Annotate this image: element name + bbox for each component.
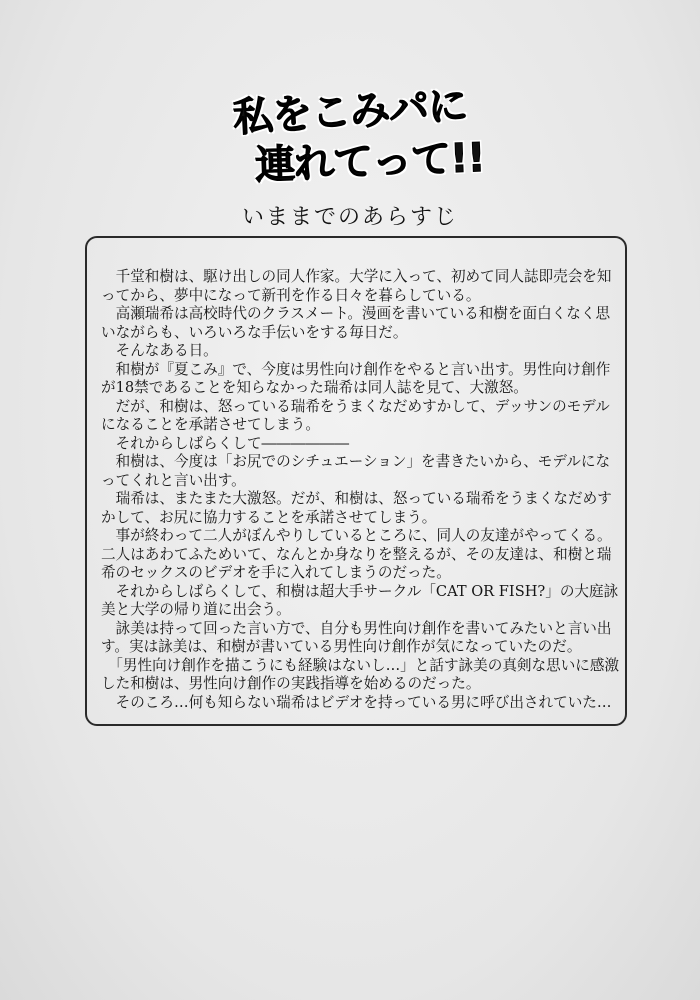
synopsis-paragraph: そんなある日。 bbox=[101, 342, 218, 359]
section-heading: いままでのあらすじ bbox=[241, 205, 458, 230]
synopsis-paragraph: 千堂和樹は、駆け出しの同人作家。大学に入って、初めて同人誌即売会を知ってから、夢中になって新刊を作る日々を暮らしている。 bbox=[101, 268, 612, 304]
title-logo bbox=[225, 78, 486, 189]
synopsis-paragraph: 瑞希は、またまた大激怒。だが、和樹は、怒っている瑞希をうまくなだめすかして、お尻に協力することを承諾させてしまう。 bbox=[101, 490, 612, 526]
synopsis-paragraph: 高瀬瑞希は高校時代のクラスメート。漫画を書いている和樹を面白くなく思いながらも、いろいろな手伝いをする毎日だ。 bbox=[101, 305, 611, 341]
synopsis-paragraph: それからしばらくして―――――― bbox=[101, 434, 350, 452]
synopsis-paragraph: 和樹が『夏こみ』で、今度は男性向け創作をやると言い出す。男性向け創作が18禁であることを知らなかった瑞希は同人誌を見て、大激怒。 bbox=[101, 360, 611, 396]
synopsis-paragraph: それからしばらくして、和樹は超大手サークル「CAT OR FISH?」の大庭詠美と大学の帰り道に出会う。 bbox=[101, 582, 619, 618]
title-line-2: 連れてって!! bbox=[254, 135, 486, 189]
synopsis-paragraph: 「男性向け創作を描こうにも経験はないし…」と話す詠美の真剣な思いに感激した和樹は、男性向け創作の実践指導を始めるのだった。 bbox=[101, 656, 620, 692]
synopsis-body bbox=[101, 268, 621, 712]
synopsis-paragraph: 事が終わって二人がぼんやりしているところに、同人の友達がやってくる。二人はあわてふためいて、なんとか身なりを整えるが、その友達は、和樹と瑞希のセックスのビデオを手に入れてしまうのだった。 bbox=[101, 527, 612, 581]
synopsis-paragraph: 和樹は、今度は「お尻でのシチュエーション」を書きたいから、モデルになってくれと言い出す。 bbox=[101, 453, 611, 489]
synopsis-paragraph: 詠美は持って回った言い方で、自分も男性向け創作を書いてみたいと言い出す。実は詠美は、和樹が書いている男性向け創作が気になっていたのだ。 bbox=[101, 619, 612, 655]
synopsis-paragraph: そのころ…何も知らない瑞希はビデオを持っている男に呼び出されていた… bbox=[101, 693, 612, 711]
title-line-1: 私をこみパに bbox=[232, 82, 469, 142]
synopsis-paragraph: だが、和樹は、怒っている瑞希をうまくなだめすかして、デッサンのモデルになることを承諾させてしまう。 bbox=[101, 397, 610, 433]
